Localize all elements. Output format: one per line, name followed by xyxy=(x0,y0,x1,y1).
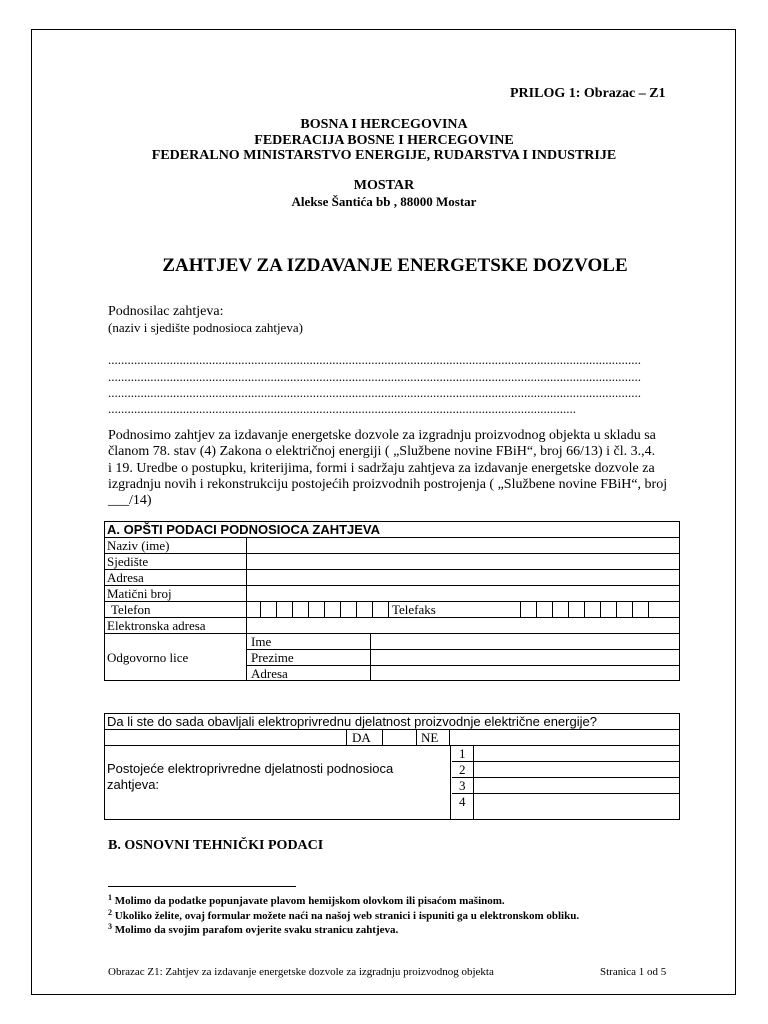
footer-page-number: Stranica 1 od 5 xyxy=(600,966,667,978)
applicant-dots-4[interactable]: ................................................................................................................................................ xyxy=(108,401,576,416)
section-b-heading: B. OSNOVNI TEHNIČKI PODACI xyxy=(108,838,324,853)
footnote-2: $^2$ Ukoliko želite, ovaj formular možete naći na našoj web stranici i ispuniti ga u elektronskom obliku. xyxy=(108,908,580,922)
row-label-sjediste: Sjedište xyxy=(107,554,149,569)
existing-activities-label-1: Postojeće elektroprivredne djelatnosti podnosioca xyxy=(107,761,394,776)
row-label-telefon: Telefon xyxy=(111,602,151,617)
header-country: BOSNA I HERCEGOVINA xyxy=(300,117,468,132)
row-label-naziv: Naziv (ime) xyxy=(107,538,170,553)
applicant-dots-1[interactable]: .................................................................................................................................................................... xyxy=(108,352,641,367)
prilog-label: PRILOG 1: Obrazac – Z1 xyxy=(510,86,666,101)
activity-table xyxy=(104,713,680,820)
applicant-hint: (naziv i sjedište podnosioca zahtjeva) xyxy=(108,320,303,335)
intro-line: ___/14) xyxy=(108,493,152,509)
header-address: Alekse Šantića bb , 88000 Mostar xyxy=(291,194,477,209)
header-ministry: FEDERALNO MINISTARSTVO ENERGIJE, RUDARSTVA I INDUSTRIJE xyxy=(151,148,617,163)
footnote-3: $^3$ Molimo da svojim parafom ovjerite svaku stranicu zahtjeva. xyxy=(108,922,399,936)
field-label-prezime: Prezime xyxy=(251,650,294,665)
activity-number-2: 2 xyxy=(459,762,466,777)
row-label-telefaks: Telefaks xyxy=(392,602,436,617)
intro-line: izgradnju novih i rekonstrukciju postojećih proizvodnih postrojenja ( „Službene novine FBiH“, broj xyxy=(108,476,668,492)
activity-question: Da li ste do sada obavljali elektroprivrednu djelatnost proizvodnje električne energije? xyxy=(107,714,597,729)
intro-line: i 19. Uredbe o postupku, kriterijima, formi i sadržaju zahtjeva za izdavanje energetske dozvole za xyxy=(108,460,655,476)
row-label-maticni-broj: Matični broj xyxy=(107,586,172,601)
row-label-elektronska-adresa: Elektronska adresa xyxy=(107,618,206,633)
header-city: MOSTAR xyxy=(353,178,415,193)
footnote-separator xyxy=(108,886,296,887)
intro-line: članom 78. stav (4) Zakona o električnoj energiji ( „Službene novine FBiH“, broj 66/13) i čl. 3.,4. xyxy=(108,444,656,460)
row-label-odgovorno-lice: Odgovorno lice xyxy=(107,650,189,665)
footnote-1: $^1$ Molimo da podatke popunjavate plavom hemijskom olovkom ili pisaćom mašinom. xyxy=(108,893,505,907)
ne-checkbox[interactable] xyxy=(422,729,440,743)
field-label-ime: Ime xyxy=(251,634,272,649)
footer-form-name: Obrazac Z1: Zahtjev za izdavanje energetske dozvole za izgradnju proizvodnog objekta xyxy=(108,966,494,978)
applicant-label: Podnosilac zahtjeva: xyxy=(108,304,224,319)
row-label-adresa: Adresa xyxy=(107,570,144,585)
da-label: DA xyxy=(352,730,371,745)
field-label-adresa: Adresa xyxy=(251,666,288,681)
general-data-table xyxy=(104,521,680,681)
ne-label: NE xyxy=(421,730,439,745)
activity-number-4: 4 xyxy=(459,794,466,809)
intro-line: Podnosimo zahtjev za izdavanje energetske dozvole za izgradnju proizvodnog objekta u skladu sa xyxy=(108,428,656,443)
existing-activities-label-2: zahtjeva: xyxy=(107,777,160,792)
intro-paragraph xyxy=(108,428,673,509)
header-federation: FEDERACIJA BOSNE I HERCEGOVINE xyxy=(254,133,514,148)
activity-number-3: 3 xyxy=(459,778,466,793)
applicant-dots-3[interactable]: .................................................................................................................................................................... xyxy=(108,385,641,400)
applicant-dots-2[interactable]: .................................................................................................................................................................... xyxy=(108,369,641,384)
document-title: ZAHTJEV ZA IZDAVANJE ENERGETSKE DOZVOLE xyxy=(162,255,628,276)
section-a-heading: A. OPŠTI PODACI PODNOSIOCA ZAHTJEVA xyxy=(107,522,381,537)
activity-number-1: 1 xyxy=(459,746,466,761)
